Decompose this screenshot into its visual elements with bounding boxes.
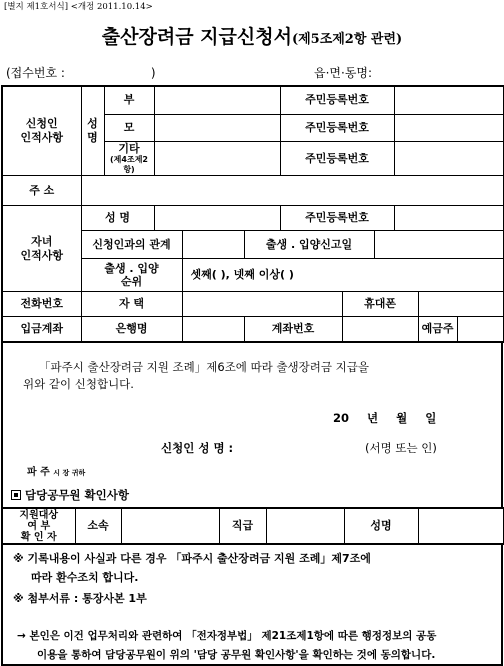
father-rrn-label: 주민등록번호 <box>280 86 394 114</box>
confirmer-position-label: 직급 <box>219 508 266 544</box>
account-holder-label: 예금주 <box>418 317 457 342</box>
consent-line-1: → 본인은 이건 업무처리와 관련하여 「전자정부법」 제21조제1항에 따른 행정정보의 공동 <box>17 630 437 642</box>
form-title <box>0 22 504 49</box>
receipt-number <box>6 64 156 81</box>
confirmer-label: 지원대상 여 부 확 인 자 <box>2 508 75 544</box>
child-rrn-field[interactable] <box>394 206 504 231</box>
confirmer-table <box>1 507 504 545</box>
signature-note: (서명 또는 인) <box>365 441 437 455</box>
address-label: 주 소 <box>2 176 81 206</box>
confirmer-dept-label: 소속 <box>75 508 121 544</box>
home-phone-label: 자 택 <box>81 292 182 317</box>
applicant-name-label: 성 명 <box>81 86 104 176</box>
address-field[interactable] <box>81 176 504 206</box>
official-check-heading <box>11 487 129 503</box>
applicant-signature-label: 신청인 성 명 : <box>161 441 234 455</box>
father-label: 부 <box>104 86 154 114</box>
form-title-main: 출산장려금 지급신청서 <box>101 26 292 48</box>
confirmer-name-field[interactable] <box>418 508 504 544</box>
child-name-field[interactable] <box>154 206 280 231</box>
application-statement <box>1 343 503 507</box>
receipt-number-close: ) <box>150 66 156 80</box>
bank-name-label: 은행명 <box>81 317 182 342</box>
relation-field[interactable] <box>182 231 244 259</box>
other-guardian-name-field[interactable] <box>154 141 280 176</box>
account-number-field[interactable] <box>342 317 418 342</box>
relation-label: 신청인과의 관계 <box>81 231 182 259</box>
account-holder-field[interactable] <box>457 317 504 342</box>
child-section-label: 자녀 인적사항 <box>2 206 81 292</box>
report-date-label: 출생 . 입양신고일 <box>244 231 374 259</box>
bank-name-field[interactable] <box>182 317 244 342</box>
form-title-sub: (제5조제2항 관련) <box>291 32 403 47</box>
confirmer-name-label: 성명 <box>344 508 418 544</box>
report-date-field[interactable] <box>374 231 504 259</box>
mother-name-field[interactable] <box>154 114 280 141</box>
mobile-phone-field[interactable] <box>418 292 504 317</box>
birth-order-label: 출생 . 입양 순위 <box>81 259 182 292</box>
child-rrn-label: 주민등록번호 <box>280 206 394 231</box>
other-guardian-note: (제4조제2항) <box>110 155 148 175</box>
form-number-note: [별지 제1호서식] <개정 2011.10.14> <box>4 2 153 12</box>
consent-line-2: 이용을 통하여 담당공무원이 위의 '담당 공무원 확인사항'을 확인하는 것에 동의합니다. <box>37 649 436 661</box>
account-number-label: 계좌번호 <box>244 317 342 342</box>
receipt-number-label: (접수번호 : <box>6 66 65 80</box>
application-table <box>1 85 504 343</box>
notes-section <box>1 545 503 666</box>
mother-rrn-field[interactable] <box>394 114 504 141</box>
bank-account-label: 입금계좌 <box>2 317 81 342</box>
addressee <box>27 463 85 478</box>
addressee-city: 파 주 <box>27 467 50 478</box>
mother-rrn-label: 주민등록번호 <box>280 114 394 141</box>
confirmer-position-field[interactable] <box>266 508 344 544</box>
confirmer-dept-field[interactable] <box>121 508 219 544</box>
phone-label: 전화번호 <box>2 292 81 317</box>
checkbox-square-icon <box>11 490 21 500</box>
birth-order-field[interactable]: 셋째( ), 넷째 이상( ) <box>182 259 504 292</box>
application-date[interactable]: 20 년 월 일 <box>333 411 437 425</box>
other-guardian-label <box>104 141 154 176</box>
other-guardian-rrn-label: 주민등록번호 <box>280 141 394 176</box>
addressee-title: 시 장 귀하 <box>53 469 86 477</box>
statement-line-2: 위와 같이 신청합니다. <box>23 377 134 391</box>
note-line-1: ※ 기록내용이 사실과 다른 경우 「파주시 출산장려금 지원 조례」제7조에 <box>13 552 371 565</box>
applicant-section-label: 신청인 인적사항 <box>2 86 81 176</box>
other-guardian-text: 기타 <box>118 141 140 155</box>
home-phone-field[interactable] <box>182 292 342 317</box>
official-check-title: 담당공무원 확인사항 <box>25 488 129 502</box>
father-rrn-field[interactable] <box>394 86 504 114</box>
statement-line-1: 「파주시 출산장려금 지원 조례」제6조에 따라 출생장려금 지급을 <box>39 360 369 374</box>
note-line-2: 따라 환수조치 합니다. <box>31 571 139 584</box>
attachment-note: ※ 첨부서류 : 통장사본 1부 <box>13 592 147 605</box>
other-guardian-rrn-field[interactable] <box>394 141 504 176</box>
mobile-phone-label: 휴대폰 <box>342 292 418 317</box>
mother-label: 모 <box>104 114 154 141</box>
dong-name-label: 읍·면·동명: <box>314 66 373 80</box>
father-name-field[interactable] <box>154 86 280 114</box>
child-name-label: 성 명 <box>81 206 154 231</box>
